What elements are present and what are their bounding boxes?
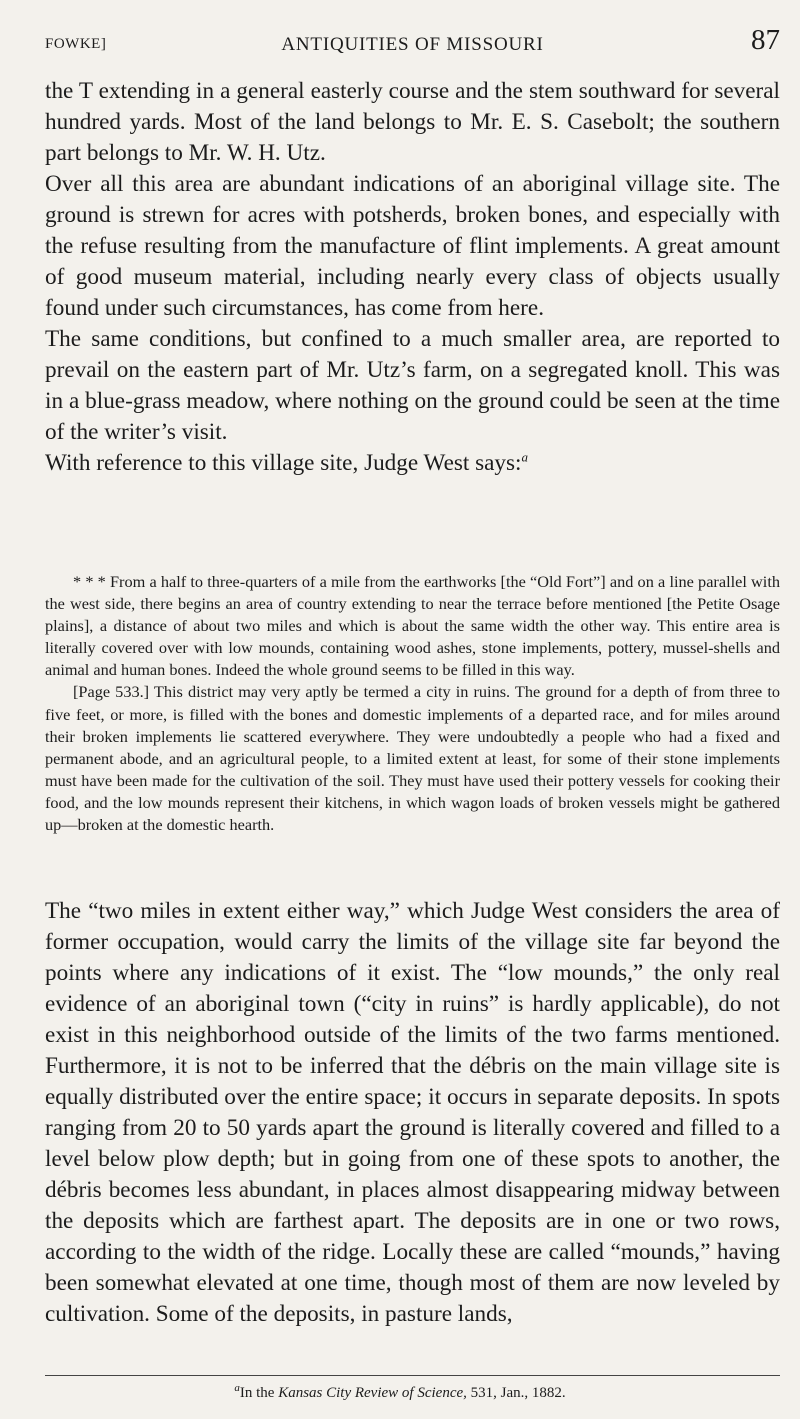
footnote-ref: a [521,449,528,465]
running-head [45,24,780,64]
footnote-source-title: Kansas City Review of Science, [278,1385,467,1401]
footnote-prefix: In the [239,1385,275,1401]
paragraph: The “two miles in extent either way,” which Judge West considers the area of former occupation, would carry the limits of the village site far beyond the points where any indications of it exist. The “low mounds,” the only real evidence of an aboriginal town (“city in ruins” is hardly applicable), do not exist in this neighborhood outside of the limits of the two farms mentioned. Furthermore, it is not to be inferred that the débris on the main village site is equally distributed over the entire space; it occurs in separate deposits. In spots ranging from 20 to 50 yards apart the ground is literally covered and filled to a level below plow depth; but in going from one of these spots to another, the débris becomes less abundant, in places almost disappearing midway between the deposits which are farthest apart. The deposits are in one or two rows, according to the width of the ridge. Locally these are called “mounds,” having been somewhat elevated at one time, though most of them are now leveled by cultivation. Some of the deposits, in pasture lands, [45,898,780,1327]
page-number: 87 [751,24,780,56]
author-name: FOWKE] [45,36,107,52]
footnote-citation: 531, Jan., 1882. [470,1385,566,1401]
running-title: ANTIQUITIES OF MISSOURI [281,34,544,55]
quote-paragraph: * * * From a half to three-quarters of a mile from the earthworks [the “Old Fort”] and on a line parallel with the west side, there begins an area of country extending to near the terrace before mentioned [the Petite Osage plains], a distance of about two miles and which is about the same width the other way. This entire area is literally covered over with low mounds, containing wood ashes, stone implements, pottery, mussel-shells and animal and human bones. Indeed the whole ground seems to be filled in this way. [45,572,780,680]
top-paragraphs [45,76,780,479]
paragraph-with-footnote-ref [45,448,780,479]
bottom-paragraph-container [45,896,780,1330]
paragraph: the T extending in a general easterly course and the stem southward for several hundred yards. Most of the land belongs to Mr. E. S. Casebolt; the southern part belongs to Mr. W. H. Utz. [45,78,780,166]
block-quote [45,571,780,836]
paragraph: The same conditions, but confined to a much smaller area, are reported to prevail on the eastern part of Mr. Utz’s farm, on a segregated knoll. This was in a blue-grass meadow, where nothing on the ground could be seen at the time of the writer’s visit. [45,326,780,445]
footnote-divider [45,1375,780,1376]
footnote [0,1382,800,1402]
paragraph-text: With reference to this village site, Judge West says: [45,450,522,476]
quote-paragraph: [Page 533.] This district may very aptly be termed a city in ruins. The ground for a depth of from three to five feet, or more, is filled with the bones and domestic implements of a departed race, and for miles around their broken implements lie scattered everywhere. They were undoubtedly a people who had a fixed and permanent abode, and an agricultural people, to a limited extent at least, for some of their stone implements must have been made for the cultivation of the soil. They must have used their pottery vessels for cooking their food, and the low mounds represent their kitchens, in which wagon loads of broken vessels might be gathered up—broken at the domestic hearth. [45,682,780,835]
paragraph: Over all this area are abundant indications of an aboriginal village site. The ground is strewn for acres with potsherds, broken bones, and especially with the refuse resulting from the manufacture of flint implements. A great amount of good museum material, including nearly every class of objects usually found under such circumstances, has come from here. [45,171,780,321]
footnote-mark: a [234,1382,240,1394]
